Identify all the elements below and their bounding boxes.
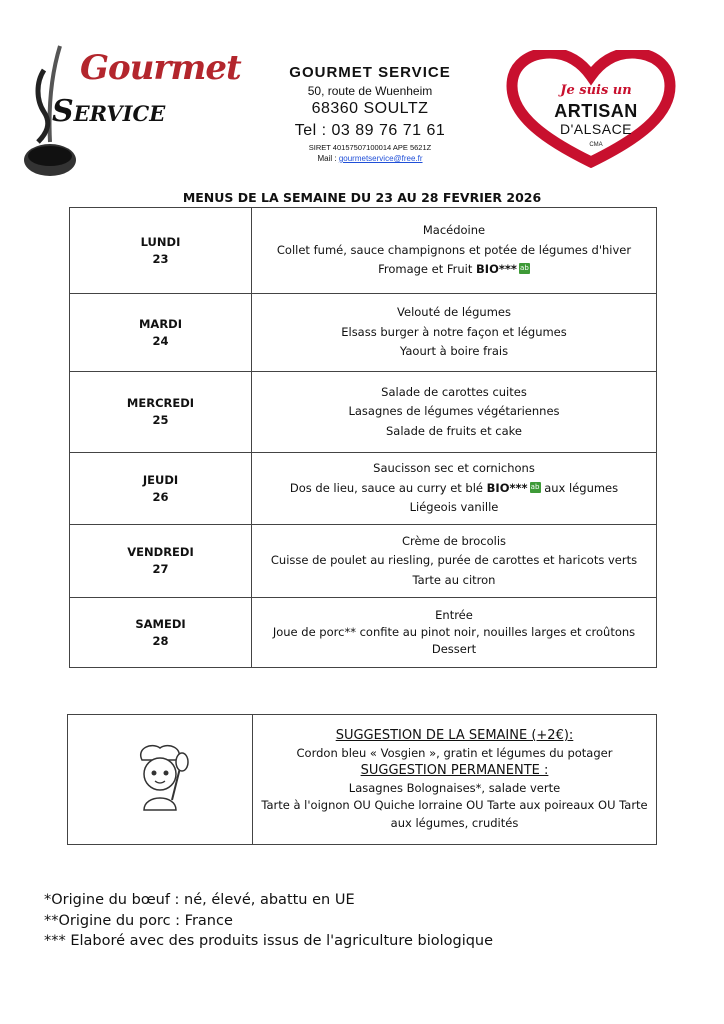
mail-link[interactable]: gourmetservice@free.fr <box>338 154 423 163</box>
menu-row-jeudi <box>70 453 657 525</box>
dishes-cell: Saucisson sec et cornichons Dos de lieu, sauce au curry et blé BIO*** ab aux légumes Liégeois vanille <box>252 453 657 525</box>
day-cell: MARDI 24 <box>70 294 252 372</box>
organic-ab-icon: ab <box>520 264 529 273</box>
day-cell: MERCREDI 25 <box>70 372 252 453</box>
artisan-line3: D'ALSACE <box>559 121 633 137</box>
day-cell: SAMEDI 28 <box>70 598 252 668</box>
menu-row-mardi <box>70 294 657 372</box>
day-cell: JEUDI 26 <box>70 453 252 525</box>
permanent-suggestion-title: SUGGESTION PERMANENTE : <box>360 763 549 778</box>
company-tel: Tel : 03 89 76 71 61 <box>294 122 446 139</box>
logo-service-text: SERVICE <box>52 94 166 129</box>
company-siret: SIRET 40157507100014 APE 5621Z <box>308 143 432 152</box>
dishes-cell: Entrée Joue de porc** confite au pinot noir, nouilles larges et croûtons Dessert <box>252 598 657 668</box>
footnote-pork: **Origine du porc : France <box>44 912 233 929</box>
dishes-cell: Macédoine Collet fumé, sauce champignons et potée de légumes d'hiver Fromage et Fruit BIO*** ab <box>252 208 657 294</box>
menu-row-samedi <box>70 598 657 668</box>
week-suggestion-dish: Cordon bleu « Vosgien », gratin et légumes du potager <box>296 745 613 760</box>
menu-row-lundi <box>70 208 657 294</box>
footnote-organic: *** Elaboré avec des produits issus de l'agriculture biologique <box>44 933 494 949</box>
permanent-suggestion-line2: Tarte à l'oignon OU Quiche lorraine OU Tarte aux poireaux OU Tarte aux légumes, crudités <box>261 798 648 830</box>
weekly-menu-table <box>69 207 657 668</box>
artisan-line1: Je suis un <box>560 83 632 98</box>
menu-row-vendredi <box>70 525 657 598</box>
footnotes <box>44 890 493 952</box>
menu-row-mercredi <box>70 372 657 453</box>
dishes-cell: Velouté de légumes Elsass burger à notre façon et légumes Yaourt à boire frais <box>252 294 657 372</box>
week-suggestion-title: SUGGESTION DE LA SEMAINE (+2€): <box>335 728 574 743</box>
company-info <box>250 64 490 163</box>
dishes-cell: Crème de brocolis Cuisse de poulet au riesling, purée de carottes et haricots verts Tarte au citron <box>252 525 657 598</box>
gourmet-service-logo <box>22 42 241 182</box>
artisan-alsace-badge <box>506 50 676 168</box>
permanent-suggestion-line1: Lasagnes Bolognaises*, salade verte <box>348 780 561 795</box>
baby-chef-icon <box>120 738 200 818</box>
company-city: 68360 SOULTZ <box>311 100 429 117</box>
day-cell: VENDREDI 27 <box>70 525 252 598</box>
organic-ab-icon: ab <box>530 482 540 491</box>
company-street: 50, route de Wuenheim <box>307 84 433 98</box>
logo-gourmet-text: Gourmet <box>80 48 241 88</box>
dishes-cell: Salade de carottes cuites Lasagnes de légumes végétariennes Salade de fruits et cake <box>252 372 657 453</box>
suggestion-box <box>67 714 657 845</box>
suggestion-text-cell <box>253 715 657 845</box>
day-cell: LUNDI 23 <box>70 208 252 294</box>
artisan-line2: ARTISAN <box>554 101 638 121</box>
company-mail: Mail : gourmetservice@free.fr <box>317 154 423 163</box>
cma-logo: CMA <box>589 142 603 148</box>
chef-illustration-cell <box>68 715 253 845</box>
company-name: GOURMET SERVICE <box>289 64 451 81</box>
footnote-beef: *Origine du bœuf : né, élevé, abattu en UE <box>44 892 355 908</box>
menu-title: MENUS DE LA SEMAINE DU 23 AU 28 FEVRIER 2026 <box>182 190 542 205</box>
